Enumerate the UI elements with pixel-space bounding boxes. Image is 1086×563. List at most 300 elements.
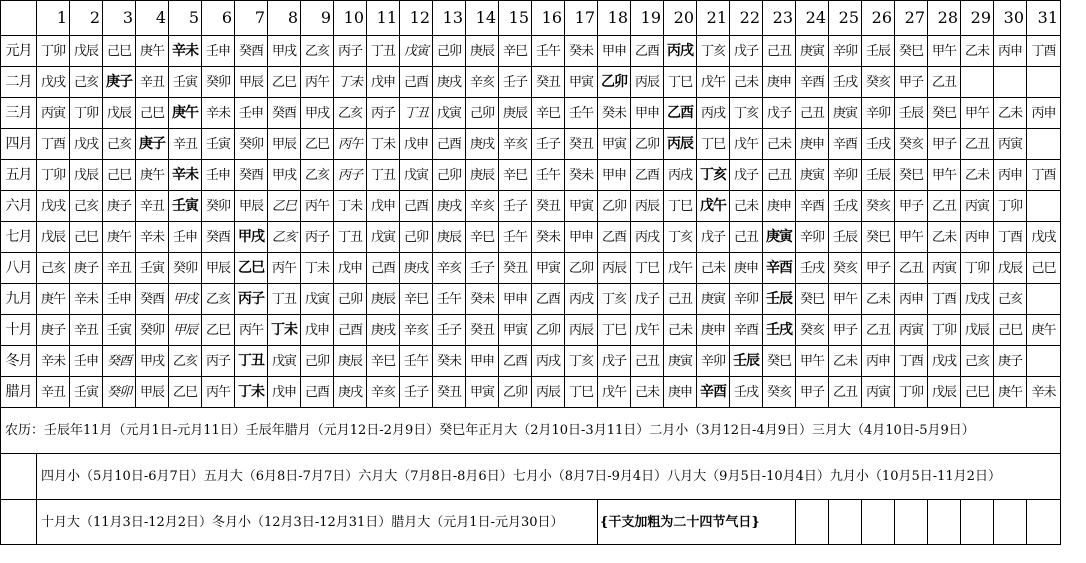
ganzhi-cell: 壬辰 xyxy=(862,160,895,191)
ganzhi-cell: 甲戌 xyxy=(301,98,334,129)
ganzhi-cell: 乙丑 xyxy=(961,129,994,160)
ganzhi-cell: 甲申 xyxy=(565,222,598,253)
ganzhi-cell: 戊辰 xyxy=(70,160,103,191)
ganzhi-cell: 乙丑 xyxy=(829,377,862,408)
ganzhi-cell: 戊申 xyxy=(334,253,367,284)
day-header-row xyxy=(1,1,1061,36)
day-number-cell: 23 xyxy=(763,1,796,36)
ganzhi-cell: 甲子 xyxy=(928,129,961,160)
day-number-cell: 31 xyxy=(1027,1,1061,36)
empty-cell xyxy=(994,500,1027,545)
ganzhi-cell: 辛巳 xyxy=(499,36,532,67)
month-label: 元月 xyxy=(1,36,37,67)
ganzhi-cell: 庚辰 xyxy=(334,346,367,377)
ganzhi-cell: 丙子 xyxy=(301,222,334,253)
ganzhi-cell: 甲子 xyxy=(829,315,862,346)
ganzhi-cell: 丁未 xyxy=(367,129,400,160)
ganzhi-cell: 甲午 xyxy=(796,346,829,377)
solar-term-cell: 辛酉 xyxy=(697,377,730,408)
ganzhi-cell: 戊寅 xyxy=(400,160,433,191)
ganzhi-cell: 丁丑 xyxy=(268,284,301,315)
ganzhi-cell: 辛卯 xyxy=(796,222,829,253)
ganzhi-cell: 甲辰 xyxy=(169,315,202,346)
ganzhi-cell: 辛未 xyxy=(202,98,235,129)
day-number-cell: 2 xyxy=(70,1,103,36)
ganzhi-cell: 乙亥 xyxy=(202,284,235,315)
month-label: 六月 xyxy=(1,191,37,222)
ganzhi-cell: 庚子 xyxy=(994,346,1027,377)
ganzhi-cell: 壬寅 xyxy=(136,253,169,284)
ganzhi-cell: 甲戌 xyxy=(136,346,169,377)
ganzhi-cell: 庚戌 xyxy=(334,377,367,408)
ganzhi-cell: 癸未 xyxy=(565,36,598,67)
ganzhi-cell: 甲申 xyxy=(499,284,532,315)
ganzhi-cell: 戊申 xyxy=(367,67,400,98)
ganzhi-cell: 丙午 xyxy=(301,67,334,98)
ganzhi-cell: 壬申 xyxy=(70,346,103,377)
ganzhi-cell: 丙子 xyxy=(334,160,367,191)
ganzhi-cell: 丙申 xyxy=(961,222,994,253)
ganzhi-cell: 庚子 xyxy=(37,315,70,346)
ganzhi-cell: 辛未 xyxy=(136,222,169,253)
solar-term-cell: 辛未 xyxy=(169,160,202,191)
ganzhi-cell: 辛丑 xyxy=(37,377,70,408)
ganzhi-cell: 丙寅 xyxy=(994,129,1027,160)
ganzhi-cell: 戊子 xyxy=(697,222,730,253)
ganzhi-cell: 己巳 xyxy=(136,98,169,129)
day-number-cell: 21 xyxy=(697,1,730,36)
ganzhi-cell: 己卯 xyxy=(466,98,499,129)
lunar-note-line: 农历：壬辰年11月（元月1日-元月11日）壬辰年腊月（元月12日-2月9日）癸巳年正月大（2月10日-3月11日）二月小（3月12日-4月9日）三月大（4月10日-5月9日） xyxy=(1,408,1061,454)
ganzhi-cell: 丙寅 xyxy=(862,377,895,408)
ganzhi-cell: 壬子 xyxy=(499,191,532,222)
ganzhi-cell: 丙寅 xyxy=(37,98,70,129)
ganzhi-cell: 乙亥 xyxy=(301,160,334,191)
ganzhi-cell xyxy=(994,67,1027,98)
ganzhi-cell: 丙寅 xyxy=(928,253,961,284)
ganzhi-cell: 壬申 xyxy=(202,160,235,191)
ganzhi-cell: 丙申 xyxy=(862,346,895,377)
ganzhi-cell: 癸亥 xyxy=(829,253,862,284)
ganzhi-cell: 乙巳 xyxy=(268,67,301,98)
solar-term-cell: 庚午 xyxy=(169,98,202,129)
ganzhi-cell: 乙酉 xyxy=(499,346,532,377)
ganzhi-cell: 庚戌 xyxy=(433,191,466,222)
ganzhi-cell: 乙亥 xyxy=(268,222,301,253)
ganzhi-cell: 戊申 xyxy=(400,129,433,160)
ganzhi-cell xyxy=(1027,346,1061,377)
ganzhi-cell: 壬戌 xyxy=(829,67,862,98)
ganzhi-cell: 癸丑 xyxy=(532,191,565,222)
solar-term-cell: 丁未 xyxy=(268,315,301,346)
ganzhi-cell: 庚寅 xyxy=(829,98,862,129)
ganzhi-cell: 甲申 xyxy=(466,346,499,377)
ganzhi-cell: 丁亥 xyxy=(565,346,598,377)
ganzhi-cell: 丁巳 xyxy=(598,315,631,346)
ganzhi-cell: 己未 xyxy=(631,377,664,408)
ganzhi-cell: 癸酉 xyxy=(136,284,169,315)
ganzhi-cell: 庚辰 xyxy=(367,284,400,315)
day-number-cell: 13 xyxy=(433,1,466,36)
ganzhi-cell: 辛巳 xyxy=(532,98,565,129)
month-row xyxy=(1,129,1061,160)
ganzhi-cell: 丙午 xyxy=(301,191,334,222)
ganzhi-cell: 己亥 xyxy=(103,129,136,160)
ganzhi-cell: 癸巳 xyxy=(928,98,961,129)
ganzhi-cell: 己酉 xyxy=(367,253,400,284)
ganzhi-cell: 己丑 xyxy=(796,98,829,129)
ganzhi-cell: 壬辰 xyxy=(862,36,895,67)
ganzhi-cell: 庚戌 xyxy=(466,129,499,160)
ganzhi-cell: 丙戌 xyxy=(565,284,598,315)
ganzhi-cell: 丙子 xyxy=(367,98,400,129)
ganzhi-cell: 戊子 xyxy=(730,160,763,191)
day-number-cell: 9 xyxy=(301,1,334,36)
empty-cell xyxy=(961,500,994,545)
ganzhi-cell: 乙酉 xyxy=(631,160,664,191)
ganzhi-cell: 乙酉 xyxy=(598,222,631,253)
ganzhi-cell: 庚申 xyxy=(730,253,763,284)
ganzhi-cell: 癸亥 xyxy=(862,67,895,98)
ganzhi-cell: 壬申 xyxy=(103,284,136,315)
ganzhi-cell: 庚寅 xyxy=(697,284,730,315)
ganzhi-cell: 乙丑 xyxy=(895,253,928,284)
ganzhi-cell: 壬子 xyxy=(433,315,466,346)
ganzhi-cell: 丁巳 xyxy=(664,191,697,222)
empty-cell xyxy=(1027,500,1061,545)
ganzhi-cell: 癸巳 xyxy=(862,222,895,253)
ganzhi-cell: 壬戌 xyxy=(862,129,895,160)
note-row xyxy=(1,454,1061,500)
ganzhi-cell: 戊辰 xyxy=(103,98,136,129)
ganzhi-cell: 丙午 xyxy=(268,253,301,284)
ganzhi-cell: 庚戌 xyxy=(367,315,400,346)
empty-cell xyxy=(829,500,862,545)
ganzhi-cell: 庚申 xyxy=(763,191,796,222)
ganzhi-cell: 庚申 xyxy=(664,377,697,408)
ganzhi-cell: 戊辰 xyxy=(961,315,994,346)
ganzhi-cell: 戊辰 xyxy=(37,222,70,253)
ganzhi-cell: 丙子 xyxy=(202,346,235,377)
ganzhi-cell: 辛巳 xyxy=(400,284,433,315)
ganzhi-cell: 戊午 xyxy=(664,253,697,284)
ganzhi-cell: 甲午 xyxy=(829,284,862,315)
ganzhi-cell: 丙寅 xyxy=(895,315,928,346)
ganzhi-cell: 甲申 xyxy=(598,36,631,67)
day-number-cell: 17 xyxy=(565,1,598,36)
day-number-cell: 4 xyxy=(136,1,169,36)
solar-term-cell: 辛未 xyxy=(169,36,202,67)
ganzhi-cell: 辛亥 xyxy=(466,191,499,222)
ganzhi-cell: 癸酉 xyxy=(235,36,268,67)
ganzhi-cell: 己亥 xyxy=(961,346,994,377)
ganzhi-cell: 甲辰 xyxy=(235,67,268,98)
ganzhi-cell: 甲子 xyxy=(895,191,928,222)
ganzhi-cell: 癸酉 xyxy=(103,346,136,377)
ganzhi-cell: 壬戌 xyxy=(829,191,862,222)
ganzhi-cell: 丙午 xyxy=(334,129,367,160)
ganzhi-cell: 戊子 xyxy=(763,98,796,129)
solar-term-cell: 庚寅 xyxy=(763,222,796,253)
ganzhi-cell: 甲戌 xyxy=(268,160,301,191)
ganzhi-cell: 戊寅 xyxy=(400,36,433,67)
solar-term-cell: 壬辰 xyxy=(763,284,796,315)
ganzhi-cell: 癸未 xyxy=(598,98,631,129)
solar-term-cell: 丁丑 xyxy=(235,346,268,377)
ganzhi-cell xyxy=(1027,67,1061,98)
ganzhi-cell: 甲寅 xyxy=(466,377,499,408)
ganzhi-cell: 甲子 xyxy=(862,253,895,284)
ganzhi-cell: 戊申 xyxy=(301,315,334,346)
day-number-cell: 28 xyxy=(928,1,961,36)
ganzhi-cell: 壬戌 xyxy=(796,253,829,284)
ganzhi-cell: 癸卯 xyxy=(136,315,169,346)
ganzhi-cell: 己卯 xyxy=(301,346,334,377)
ganzhi-cell: 辛酉 xyxy=(796,191,829,222)
ganzhi-cell: 丁酉 xyxy=(37,129,70,160)
month-row xyxy=(1,36,1061,67)
ganzhi-cell: 丁卯 xyxy=(37,36,70,67)
ganzhi-cell: 庚寅 xyxy=(664,346,697,377)
ganzhi-cell: 壬午 xyxy=(532,160,565,191)
note-row xyxy=(1,500,1061,545)
ganzhi-cell: 庚戌 xyxy=(400,253,433,284)
month-row xyxy=(1,284,1061,315)
ganzhi-cell: 乙巳 xyxy=(268,191,301,222)
solar-term-cell: 丙戌 xyxy=(664,36,697,67)
ganzhi-cell: 戊子 xyxy=(730,36,763,67)
ganzhi-cell: 癸巳 xyxy=(763,346,796,377)
solar-term-cell: 辛酉 xyxy=(763,253,796,284)
ganzhi-cell: 戊戌 xyxy=(37,191,70,222)
ganzhi-cell: 戊辰 xyxy=(928,377,961,408)
ganzhi-cell: 戊午 xyxy=(730,129,763,160)
ganzhi-cell: 辛卯 xyxy=(829,160,862,191)
ganzhi-cell: 乙酉 xyxy=(631,36,664,67)
ganzhi-cell: 甲午 xyxy=(928,160,961,191)
ganzhi-cell: 丁酉 xyxy=(928,284,961,315)
ganzhi-cell: 庚午 xyxy=(136,160,169,191)
lunar-note-line: 十月大（11月3日-12月2日）冬月小（12月3日-12月31日）腊月大（元月1日-元月30日） xyxy=(37,500,598,545)
month-row xyxy=(1,98,1061,129)
ganzhi-cell: 己未 xyxy=(763,129,796,160)
solar-term-cell: 戊午 xyxy=(697,191,730,222)
ganzhi-cell: 戊戌 xyxy=(1027,222,1061,253)
ganzhi-cell: 丁卯 xyxy=(961,253,994,284)
ganzhi-cell: 癸卯 xyxy=(169,253,202,284)
solar-term-cell: 壬戌 xyxy=(763,315,796,346)
ganzhi-cell: 丁丑 xyxy=(400,98,433,129)
ganzhi-cell: 丁酉 xyxy=(1027,36,1061,67)
ganzhi-cell: 甲寅 xyxy=(565,67,598,98)
month-label: 二月 xyxy=(1,67,37,98)
ganzhi-cell: 甲辰 xyxy=(268,129,301,160)
corner-cell xyxy=(1,1,37,36)
ganzhi-cell: 己丑 xyxy=(763,160,796,191)
ganzhi-cell: 辛亥 xyxy=(400,315,433,346)
ganzhi-cell: 戊辰 xyxy=(70,36,103,67)
day-number-cell: 25 xyxy=(829,1,862,36)
ganzhi-cell: 壬寅 xyxy=(70,377,103,408)
ganzhi-cell: 庚午 xyxy=(103,222,136,253)
ganzhi-cell: 甲申 xyxy=(631,98,664,129)
ganzhi-cell: 戊午 xyxy=(697,67,730,98)
empty-cell xyxy=(862,500,895,545)
ganzhi-cell: 丁未 xyxy=(334,67,367,98)
ganzhi-cell: 辛卯 xyxy=(829,36,862,67)
solar-term-cell: 甲戌 xyxy=(235,222,268,253)
ganzhi-cell: 辛丑 xyxy=(136,67,169,98)
ganzhi-cell: 丙辰 xyxy=(631,67,664,98)
day-number-cell: 26 xyxy=(862,1,895,36)
ganzhi-cell: 辛巳 xyxy=(367,346,400,377)
ganzhi-cell: 甲寅 xyxy=(598,129,631,160)
ganzhi-cell xyxy=(1027,191,1061,222)
ganzhi-cell: 庚辰 xyxy=(499,98,532,129)
ganzhi-cell: 庚申 xyxy=(796,129,829,160)
ganzhi-cell: 丁卯 xyxy=(928,315,961,346)
ganzhi-cell: 丁丑 xyxy=(367,160,400,191)
day-number-cell: 14 xyxy=(466,1,499,36)
month-row xyxy=(1,160,1061,191)
ganzhi-cell: 甲戌 xyxy=(169,284,202,315)
ganzhi-cell: 己酉 xyxy=(400,191,433,222)
ganzhi-cell: 庚辰 xyxy=(433,222,466,253)
day-number-cell: 20 xyxy=(664,1,697,36)
ganzhi-cell: 丁巳 xyxy=(697,129,730,160)
ganzhi-cell: 癸酉 xyxy=(202,222,235,253)
ganzhi-cell: 癸卯 xyxy=(202,67,235,98)
ganzhi-cell: 癸亥 xyxy=(763,377,796,408)
ganzhi-cell: 壬辰 xyxy=(829,222,862,253)
ganzhi-cell: 癸巳 xyxy=(796,284,829,315)
ganzhi-cell: 己丑 xyxy=(664,284,697,315)
ganzhi-cell: 甲子 xyxy=(796,377,829,408)
ganzhi-cell: 乙卯 xyxy=(565,253,598,284)
ganzhi-cell: 庚寅 xyxy=(796,160,829,191)
ganzhi-cell: 乙亥 xyxy=(334,98,367,129)
ganzhi-cell: 己巳 xyxy=(961,377,994,408)
ganzhi-cell xyxy=(1027,284,1061,315)
day-number-cell: 24 xyxy=(796,1,829,36)
ganzhi-cell: 癸未 xyxy=(433,346,466,377)
ganzhi-cell: 庚申 xyxy=(763,67,796,98)
ganzhi-cell: 甲辰 xyxy=(136,377,169,408)
solar-term-cell: 丁未 xyxy=(235,377,268,408)
day-number-cell: 3 xyxy=(103,1,136,36)
ganzhi-cell: 甲辰 xyxy=(202,253,235,284)
ganzhi-cell: 辛丑 xyxy=(70,315,103,346)
ganzhi-cell: 己亥 xyxy=(70,191,103,222)
ganzhi-cell: 戊午 xyxy=(598,377,631,408)
ganzhi-cell: 丙寅 xyxy=(961,191,994,222)
ganzhi-cell: 乙酉 xyxy=(532,284,565,315)
ganzhi-cell: 丁酉 xyxy=(994,222,1027,253)
ganzhi-cell: 丙辰 xyxy=(598,253,631,284)
ganzhi-cell: 辛未 xyxy=(1027,377,1061,408)
ganzhi-cell: 丁亥 xyxy=(730,98,763,129)
ganzhi-cell: 己未 xyxy=(697,253,730,284)
ganzhi-cell: 壬午 xyxy=(400,346,433,377)
month-label: 四月 xyxy=(1,129,37,160)
ganzhi-cell: 己亥 xyxy=(994,284,1027,315)
ganzhi-cell: 己丑 xyxy=(631,346,664,377)
ganzhi-cell: 甲寅 xyxy=(532,253,565,284)
ganzhi-cell: 壬申 xyxy=(169,222,202,253)
ganzhi-cell: 甲戌 xyxy=(268,36,301,67)
day-number-cell: 7 xyxy=(235,1,268,36)
ganzhi-cell: 戊寅 xyxy=(367,222,400,253)
ganzhi-cell: 乙卯 xyxy=(532,315,565,346)
ganzhi-cell: 庚子 xyxy=(103,191,136,222)
ganzhi-cell: 庚寅 xyxy=(796,36,829,67)
ganzhi-cell: 辛丑 xyxy=(136,191,169,222)
ganzhi-cell: 己巳 xyxy=(1027,253,1061,284)
ganzhi-cell: 辛卯 xyxy=(730,284,763,315)
ganzhi-cell: 癸酉 xyxy=(268,98,301,129)
month-row xyxy=(1,222,1061,253)
ganzhi-cell: 庚戌 xyxy=(433,67,466,98)
ganzhi-cell: 己酉 xyxy=(433,129,466,160)
ganzhi-cell: 己未 xyxy=(730,191,763,222)
ganzhi-cell: 己亥 xyxy=(37,253,70,284)
ganzhi-cell: 壬寅 xyxy=(169,67,202,98)
ganzhi-cell: 乙未 xyxy=(862,284,895,315)
ganzhi-cell: 乙卯 xyxy=(631,129,664,160)
month-label: 冬月 xyxy=(1,346,37,377)
ganzhi-cell: 辛巳 xyxy=(499,160,532,191)
ganzhi-cell: 壬午 xyxy=(565,98,598,129)
ganzhi-cell: 丙戌 xyxy=(697,98,730,129)
ganzhi-cell: 癸丑 xyxy=(433,377,466,408)
ganzhi-cell: 戊寅 xyxy=(268,346,301,377)
ganzhi-cell: 乙未 xyxy=(928,222,961,253)
month-row xyxy=(1,253,1061,284)
ganzhi-cell: 丁丑 xyxy=(334,222,367,253)
ganzhi-cell: 辛未 xyxy=(37,346,70,377)
ganzhi-cell: 戊寅 xyxy=(433,98,466,129)
ganzhi-cell: 乙巳 xyxy=(301,129,334,160)
day-number-cell: 10 xyxy=(334,1,367,36)
ganzhi-cell: 庚子 xyxy=(70,253,103,284)
month-row xyxy=(1,191,1061,222)
day-number-cell: 19 xyxy=(631,1,664,36)
ganzhi-cell xyxy=(1027,129,1061,160)
ganzhi-cell: 丁亥 xyxy=(664,222,697,253)
ganzhi-cell: 甲辰 xyxy=(235,191,268,222)
ganzhi-cell: 丁卯 xyxy=(70,98,103,129)
lunar-note-line: 四月小（5月10日-6月7日）五月大（6月8日-7月7日）六月大（7月8日-8月6日）七月小（8月7日-9月4日）八月大（9月5日-10月4日）九月小（10月5日-11月2日） xyxy=(37,454,1061,500)
ganzhi-cell: 癸丑 xyxy=(565,129,598,160)
month-row xyxy=(1,315,1061,346)
ganzhi-cell: 乙卯 xyxy=(598,191,631,222)
day-number-cell: 11 xyxy=(367,1,400,36)
ganzhi-cell: 丁亥 xyxy=(598,284,631,315)
ganzhi-cell: 辛丑 xyxy=(103,253,136,284)
ganzhi-cell: 癸亥 xyxy=(895,129,928,160)
ganzhi-cell: 戊申 xyxy=(367,191,400,222)
ganzhi-cell: 丙午 xyxy=(235,315,268,346)
ganzhi-cell: 丙戌 xyxy=(664,160,697,191)
ganzhi-cell: 辛酉 xyxy=(829,129,862,160)
day-number-cell: 15 xyxy=(499,1,532,36)
ganzhi-cell: 壬子 xyxy=(532,129,565,160)
ganzhi-cell: 壬午 xyxy=(433,284,466,315)
ganzhi-cell: 辛酉 xyxy=(796,67,829,98)
solar-term-cell: 壬寅 xyxy=(169,191,202,222)
ganzhi-cell: 癸未 xyxy=(565,160,598,191)
note-row xyxy=(1,408,1061,454)
